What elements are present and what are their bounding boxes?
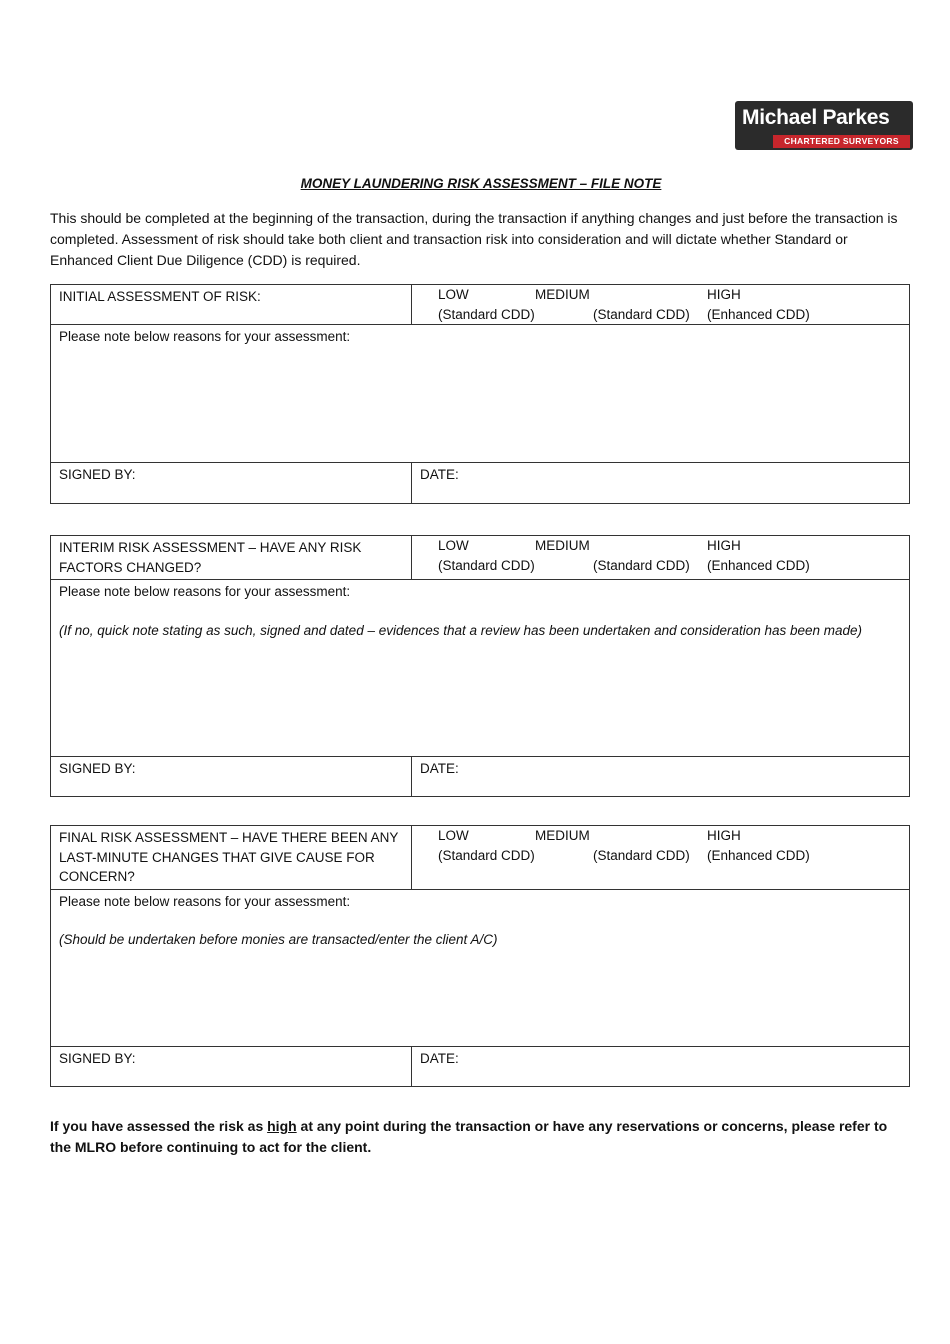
initial-date-field[interactable] — [412, 463, 910, 504]
final-risk-levels[interactable] — [412, 826, 910, 890]
level-high[interactable]: HIGH — [707, 287, 741, 302]
level-high[interactable]: HIGH — [707, 538, 741, 553]
level-high-sub: (Enhanced CDD) — [707, 306, 810, 322]
level-low[interactable]: LOW — [438, 287, 469, 302]
initial-risk-levels[interactable] — [412, 285, 910, 325]
initial-signed-label: SIGNED BY: — [59, 467, 136, 482]
interim-risk-levels[interactable] — [412, 536, 910, 580]
footer-emphasis: high — [267, 1118, 297, 1134]
interim-heading: INTERIM RISK ASSESSMENT – HAVE ANY RISK FACTORS CHANGED? — [51, 536, 412, 580]
level-medium[interactable]: MEDIUM — [535, 287, 590, 302]
initial-date-label: DATE: — [420, 467, 459, 482]
document-title: MONEY LAUNDERING RISK ASSESSMENT – FILE NOTE — [300, 176, 662, 191]
level-medium-sub: (Standard CDD) — [593, 847, 690, 863]
interim-assessment-table — [50, 535, 910, 797]
level-low[interactable]: LOW — [438, 538, 469, 553]
company-logo — [735, 101, 913, 150]
footer-warning — [50, 1116, 912, 1158]
footer-text-after: at any point during the transaction or have any reservations or concerns, please refer to the MLRO before continuing to act for the client. — [50, 1118, 888, 1155]
initial-heading: INITIAL ASSESSMENT OF RISK: — [51, 285, 412, 325]
final-note: (Should be undertaken before monies are transacted/enter the client A/C) — [59, 932, 498, 947]
initial-assessment-table — [50, 284, 910, 504]
interim-note: (If no, quick note stating as such, signed and dated – evidences that a review has been undertaken and consideration has been made) — [59, 622, 863, 638]
level-low-sub: (Standard CDD) — [438, 847, 535, 863]
interim-signed-label: SIGNED BY: — [59, 761, 136, 776]
interim-date-label: DATE: — [420, 761, 459, 776]
level-low-sub: (Standard CDD) — [438, 306, 535, 322]
interim-reasons-label: Please note below reasons for your assessment: — [59, 584, 351, 599]
level-medium[interactable]: MEDIUM — [535, 538, 590, 553]
initial-signed-field[interactable] — [51, 463, 412, 504]
interim-date-field[interactable] — [412, 757, 910, 797]
final-signed-label: SIGNED BY: — [59, 1050, 136, 1066]
level-low[interactable]: LOW — [438, 828, 469, 843]
final-date-label: DATE: — [420, 1050, 459, 1066]
final-reasons-field[interactable] — [51, 889, 910, 1046]
level-medium-sub: (Standard CDD) — [593, 306, 690, 322]
level-medium-sub: (Standard CDD) — [593, 557, 690, 573]
final-heading: FINAL RISK ASSESSMENT – HAVE THERE BEEN ANY LAST-MINUTE CHANGES THAT GIVE CAUSE FOR CONCERN? — [51, 826, 412, 890]
initial-reasons-field[interactable] — [51, 325, 910, 463]
final-date-field[interactable] — [412, 1046, 910, 1086]
final-reasons-label: Please note below reasons for your assessment: — [59, 893, 351, 909]
level-low-sub: (Standard CDD) — [438, 557, 535, 573]
level-high[interactable]: HIGH — [707, 828, 741, 843]
logo-name: Michael Parkes — [742, 106, 890, 129]
initial-reasons-label: Please note below reasons for your assessment: — [59, 329, 351, 344]
final-assessment-table — [50, 825, 910, 1087]
level-high-sub: (Enhanced CDD) — [707, 847, 810, 863]
level-medium[interactable]: MEDIUM — [535, 828, 590, 843]
intro-paragraph: This should be completed at the beginning of the transaction, during the transaction if anything changes and just before the transaction is completed. Assessment of risk should take both client and transaction risk into consideration and will dictate whether Standard or Enhanced Client Due Diligence (CDD) is required. — [50, 210, 898, 268]
level-high-sub: (Enhanced CDD) — [707, 557, 810, 573]
logo-subtitle: CHARTERED SURVEYORS — [773, 135, 910, 148]
interim-signed-field[interactable] — [51, 757, 412, 797]
interim-reasons-field[interactable] — [51, 580, 910, 757]
final-signed-field[interactable] — [51, 1046, 412, 1086]
footer-text-before: If you have assessed the risk as — [50, 1118, 268, 1134]
